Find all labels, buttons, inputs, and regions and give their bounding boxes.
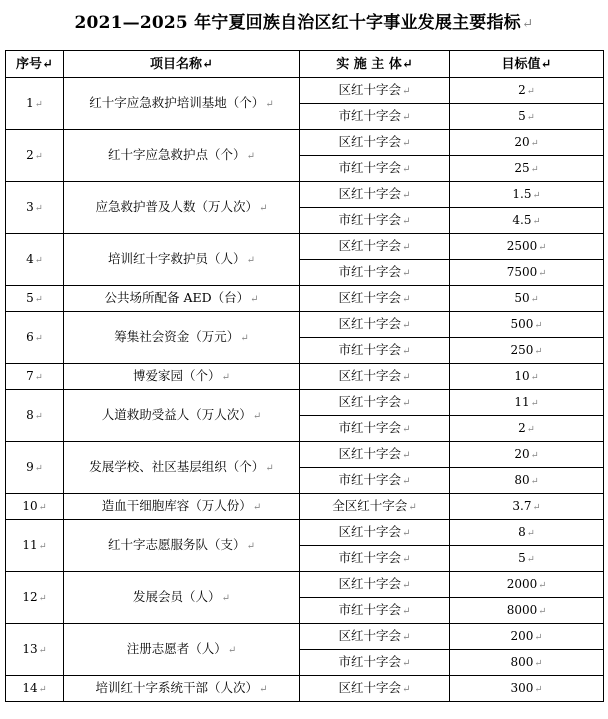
implementing-body: 市红十字会↵	[300, 260, 450, 286]
table-row	[6, 130, 604, 156]
target-value: 25↵	[450, 156, 604, 182]
document-title	[0, 8, 608, 33]
implementing-body: 市红十字会↵	[300, 156, 450, 182]
row-number: 10↵	[6, 494, 64, 520]
item-name: 博爱家园（个）↵	[64, 364, 300, 390]
table-row	[6, 572, 604, 598]
implementing-body: 市红十字会↵	[300, 598, 450, 624]
implementing-body: 区红十字会↵	[300, 182, 450, 208]
table-row	[6, 442, 604, 468]
row-number: 9↵	[6, 442, 64, 494]
implementing-body: 区红十字会↵	[300, 234, 450, 260]
item-name: 筹集社会资金（万元）↵	[64, 312, 300, 364]
table-row	[6, 624, 604, 650]
row-number: 5↵	[6, 286, 64, 312]
row-number: 11↵	[6, 520, 64, 572]
header-no: 序号↵	[6, 51, 64, 78]
implementing-body: 区红十字会↵	[300, 130, 450, 156]
item-name: 培训红十字系统干部（人次）↵	[64, 676, 300, 702]
target-value: 5↵	[450, 546, 604, 572]
implementing-body: 市红十字会↵	[300, 416, 450, 442]
row-number: 7↵	[6, 364, 64, 390]
row-number: 13↵	[6, 624, 64, 676]
target-value: 2000↵	[450, 572, 604, 598]
implementing-body: 市红十字会↵	[300, 650, 450, 676]
table-header-row	[6, 51, 604, 78]
target-value: 250↵	[450, 338, 604, 364]
target-value: 8000↵	[450, 598, 604, 624]
implementing-body: 区红十字会↵	[300, 286, 450, 312]
implementing-body: 区红十字会↵	[300, 390, 450, 416]
target-value: 800↵	[450, 650, 604, 676]
paragraph-mark-icon: ↵	[521, 16, 534, 32]
target-value: 7500↵	[450, 260, 604, 286]
table-row	[6, 390, 604, 416]
item-name: 造血干细胞库容（万人份）↵	[64, 494, 300, 520]
table-row	[6, 364, 604, 390]
implementing-body: 市红十字会↵	[300, 546, 450, 572]
implementing-body: 区红十字会↵	[300, 624, 450, 650]
implementing-body: 区红十字会↵	[300, 442, 450, 468]
target-value: 8↵	[450, 520, 604, 546]
target-value: 80↵	[450, 468, 604, 494]
implementing-body: 区红十字会↵	[300, 520, 450, 546]
implementing-body: 区红十字会↵	[300, 78, 450, 104]
implementing-body: 市红十字会↵	[300, 104, 450, 130]
implementing-body: 区红十字会↵	[300, 312, 450, 338]
target-value: 10↵	[450, 364, 604, 390]
table-row	[6, 494, 604, 520]
target-value: 5↵	[450, 104, 604, 130]
item-name: 注册志愿者（人）↵	[64, 624, 300, 676]
table-row	[6, 520, 604, 546]
item-name: 发展会员（人）↵	[64, 572, 300, 624]
implementing-body: 区红十字会↵	[300, 676, 450, 702]
table-row	[6, 234, 604, 260]
implementing-body: 区红十字会↵	[300, 364, 450, 390]
target-value: 1.5↵	[450, 182, 604, 208]
row-number: 12↵	[6, 572, 64, 624]
row-number: 3↵	[6, 182, 64, 234]
table-row	[6, 676, 604, 702]
item-name: 发展学校、社区基层组织（个）↵	[64, 442, 300, 494]
target-value: 11↵	[450, 390, 604, 416]
implementing-body: 市红十字会↵	[300, 208, 450, 234]
item-name: 应急救护普及人数（万人次）↵	[64, 182, 300, 234]
item-name: 红十字应急救护点（个）↵	[64, 130, 300, 182]
implementing-body: 区红十字会↵	[300, 572, 450, 598]
item-name: 红十字应急救护培训基地（个）↵	[64, 78, 300, 130]
target-value: 300↵	[450, 676, 604, 702]
table-row	[6, 78, 604, 104]
item-name: 红十字志愿服务队（支）↵	[64, 520, 300, 572]
target-value: 50↵	[450, 286, 604, 312]
header-body: 实 施 主 体↵	[300, 51, 450, 78]
target-value: 20↵	[450, 130, 604, 156]
target-value: 500↵	[450, 312, 604, 338]
row-number: 4↵	[6, 234, 64, 286]
row-number: 14↵	[6, 676, 64, 702]
target-value: 20↵	[450, 442, 604, 468]
row-number: 2↵	[6, 130, 64, 182]
row-number: 6↵	[6, 312, 64, 364]
target-value: 2↵	[450, 78, 604, 104]
table-body	[6, 78, 604, 702]
row-number: 1↵	[6, 78, 64, 130]
title-text: 2021—2025 年宁夏回族自治区红十字事业发展主要指标	[74, 13, 521, 33]
target-value: 4.5↵	[450, 208, 604, 234]
implementing-body: 全区红十字会↵	[300, 494, 450, 520]
item-name: 公共场所配备 AED（台）↵	[64, 286, 300, 312]
header-target: 目标值↵	[450, 51, 604, 78]
target-value: 3.7↵	[450, 494, 604, 520]
item-name: 人道救助受益人（万人次）↵	[64, 390, 300, 442]
table-row	[6, 286, 604, 312]
implementing-body: 市红十字会↵	[300, 338, 450, 364]
table-row	[6, 182, 604, 208]
item-name: 培训红十字救护员（人）↵	[64, 234, 300, 286]
implementing-body: 市红十字会↵	[300, 468, 450, 494]
header-item: 项目名称↵	[64, 51, 300, 78]
target-value: 2↵	[450, 416, 604, 442]
table-row	[6, 312, 604, 338]
target-value: 2500↵	[450, 234, 604, 260]
row-number: 8↵	[6, 390, 64, 442]
indicator-table	[5, 50, 604, 702]
target-value: 200↵	[450, 624, 604, 650]
